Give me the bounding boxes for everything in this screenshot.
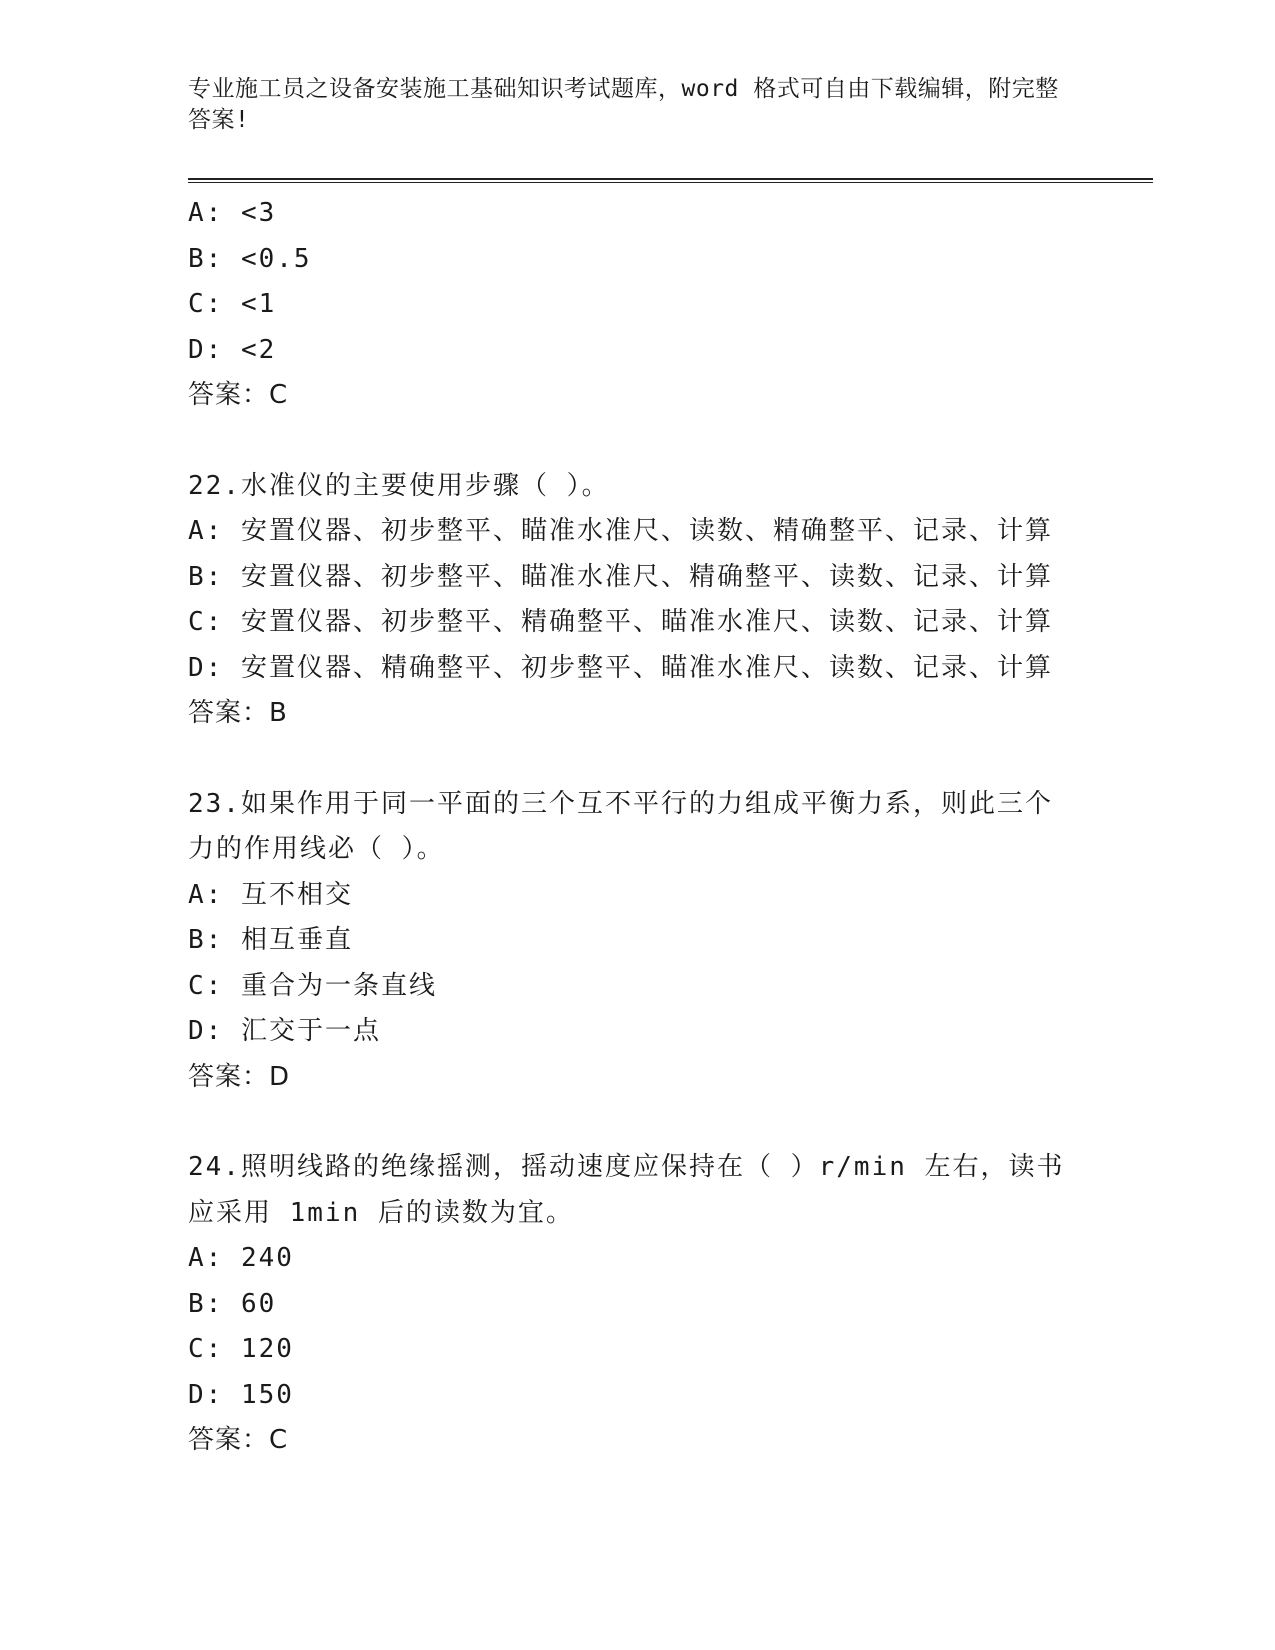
option-a: A: <3 (188, 198, 277, 228)
option-d: D: <2 (188, 334, 277, 365)
option-b: B: 相互垂直 (188, 925, 353, 955)
question-block (188, 191, 1088, 419)
spacer (188, 419, 1088, 464)
answer-label: 答案：C (188, 380, 289, 410)
option-b: B: 60 (188, 1288, 277, 1319)
option-a: A: 互不相交 (188, 879, 353, 910)
question-block (188, 1145, 1088, 1464)
question-list (188, 191, 1088, 1464)
spacer (188, 1100, 1088, 1145)
answer-label: 答案：B (188, 698, 288, 728)
option-a: A: 240 (188, 1243, 294, 1273)
header-divider (188, 178, 1153, 180)
question-text: 22.水准仪的主要使用步骤（ ）。 (188, 470, 610, 501)
option-d: D: 安置仪器、精确整平、初步整平、瞄准水准尺、读数、记录、计算 (188, 652, 1053, 683)
option-c: C: 120 (188, 1334, 294, 1364)
answer-label: 答案：C (188, 1425, 289, 1455)
question-text: 24.照明线路的绝缘摇测，摇动速度应保持在（ ）r/min 左右，读书应采用 1min 后的读数为宜。 (188, 1152, 1065, 1228)
option-b: B: 安置仪器、初步整平、瞄准水准尺、精确整平、读数、记录、计算 (188, 561, 1053, 592)
option-c: C: 安置仪器、初步整平、精确整平、瞄准水准尺、读数、记录、计算 (188, 607, 1053, 637)
question-block (188, 782, 1088, 1101)
document-header: 专业施工员之设备安装施工基础知识考试题库，word 格式可自由下载编辑，附完整答案! (188, 76, 1059, 133)
option-d: D: 150 (188, 1379, 294, 1410)
option-c: C: 重合为一条直线 (188, 970, 437, 1001)
option-b: B: <0.5 (188, 243, 312, 274)
spacer (188, 737, 1088, 782)
header-divider-thin (188, 182, 1153, 183)
question-block (188, 464, 1088, 737)
option-d: D: 汇交于一点 (188, 1016, 381, 1046)
option-a: A: 安置仪器、初步整平、瞄准水准尺、读数、精确整平、记录、计算 (188, 516, 1053, 546)
answer-label: 答案：D (188, 1061, 291, 1092)
option-c: C: <1 (188, 289, 277, 319)
question-text: 23.如果作用于同一平面的三个互不平行的力组成平衡力系，则此三个力的作用线必（ ）。 (188, 788, 1053, 864)
